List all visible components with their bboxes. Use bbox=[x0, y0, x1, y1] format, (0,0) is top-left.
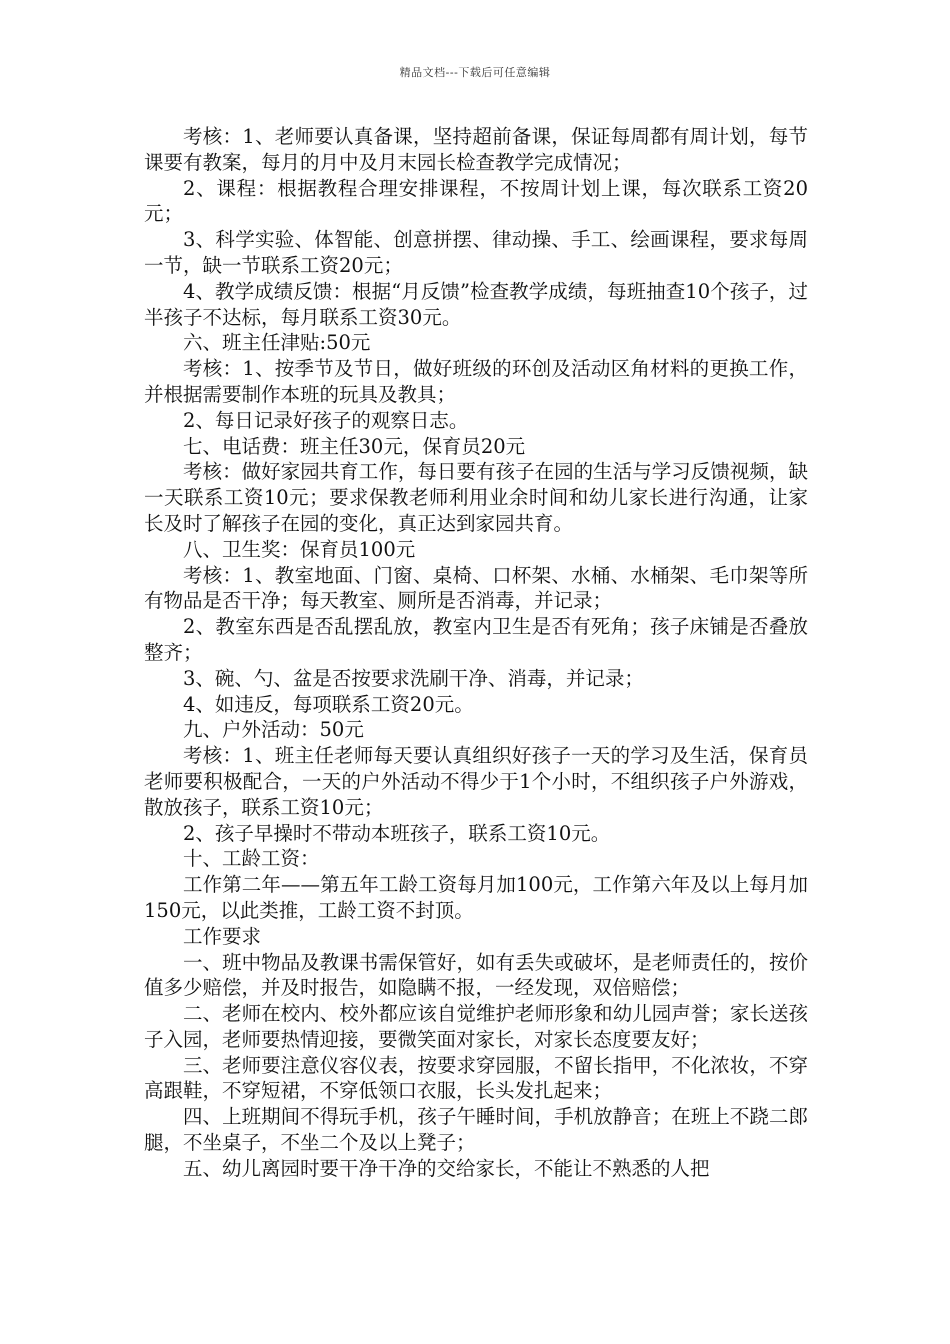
paragraph: 2、每日记录好孩子的观察日志。 bbox=[183, 408, 469, 432]
paragraph: 二、老师在校内、校外都应该自觉维护老师形象和幼儿园声誉；家长送孩子入园，老师要热情迎接，要微笑面对家长，对家长态度要友好； bbox=[144, 1002, 808, 1051]
paragraph: 三、老师要注意仪容仪表，按要求穿园服，不留长指甲，不化浓妆，不穿高跟鞋，不穿短裙，不穿低领口衣服，长头发扎起来； bbox=[144, 1053, 808, 1103]
section-heading: 八、卫生奖：保育员100元 bbox=[183, 537, 416, 561]
section-heading: 九、户外活动：50元 bbox=[183, 718, 364, 742]
paragraph: 考核：1、教室地面、门窗、桌椅、口杯架、水桶、水桶架、毛巾架等所有物品是否干净；每天教室、厕所是否消毒，并记录； bbox=[144, 563, 808, 613]
section-heading: 十、工龄工资： bbox=[183, 847, 320, 871]
paragraph: 4、如违反，每项联系工资20元。 bbox=[183, 692, 474, 716]
paragraph: 四、上班期间不得玩手机，孩子午睡时间，手机放静音；在班上不跷二郎腿，不坐桌子，不坐二个及以上凳子； bbox=[144, 1105, 808, 1155]
section-heading: 六、班主任津贴:50元 bbox=[183, 331, 371, 355]
paragraph: 考核：1、按季节及节日，做好班级的环创及活动区角材料的更换工作，并根据需要制作本班的玩具及教具； bbox=[144, 357, 808, 406]
paragraph: 2、课程：根据教程合理安排课程，不按周计划上课，每次联系工资20元； bbox=[144, 176, 808, 226]
document-body bbox=[144, 124, 808, 1182]
paragraph: 考核：做好家园共育工作，每日要有孩子在园的生活与学习反馈视频，缺一天联系工资10元；要求保教老师利用业余时间和幼儿家长进行沟通，让家长及时了解孩子在园的变化，真正达到家园共育。 bbox=[144, 460, 808, 535]
section-heading: 七、电话费：班主任30元，保育员20元 bbox=[183, 434, 526, 458]
paragraph: 考核：1、老师要认真备课，坚持超前备课，保证每周都有周计划，每节课要有教案，每月的月中及月末园长检查教学完成情况； bbox=[144, 125, 808, 174]
paragraph: 3、碗、勺、盆是否按要求洗刷干净、消毒，并记录； bbox=[183, 666, 644, 690]
paragraph: 五、幼儿离园时要干净干净的交给家长，不能让不熟悉的人把 bbox=[183, 1156, 710, 1180]
paragraph: 工作第二年——第五年工龄工资每月加100元，工作第六年及以上每月加150元，以此类推，工龄工资不封顶。 bbox=[144, 873, 808, 922]
paragraph: 考核：1、班主任老师每天要认真组织好孩子一天的学习及生活，保育员老师要积极配合，一天的户外活动不得少于1个小时，不组织孩子户外游戏，散放孩子，联系工资10元； bbox=[144, 744, 808, 819]
paragraph: 一、班中物品及教课书需保管好，如有丢失或破坏，是老师责任的，按价值多少赔偿，并及时报告，如隐瞒不报，一经发现，双倍赔偿； bbox=[144, 950, 808, 1000]
page-header: 精品文档---下载后可任意编辑 bbox=[399, 66, 551, 79]
paragraph: 2、教室东西是否乱摆乱放，教室内卫生是否有死角；孩子床铺是否叠放整齐； bbox=[144, 615, 808, 664]
section-heading: 工作要求 bbox=[183, 924, 262, 948]
paragraph: 4、教学成绩反馈：根据“月反馈”检查教学成绩，每班抽查10个孩子，过半孩子不达标，每月联系工资30元。 bbox=[144, 279, 808, 329]
paragraph: 2、孩子早操时不带动本班孩子，联系工资10元。 bbox=[183, 821, 611, 845]
paragraph: 3、科学实验、体智能、创意拼摆、律动操、手工、绘画课程，要求每周一节，缺一节联系工资20元； bbox=[144, 228, 808, 277]
